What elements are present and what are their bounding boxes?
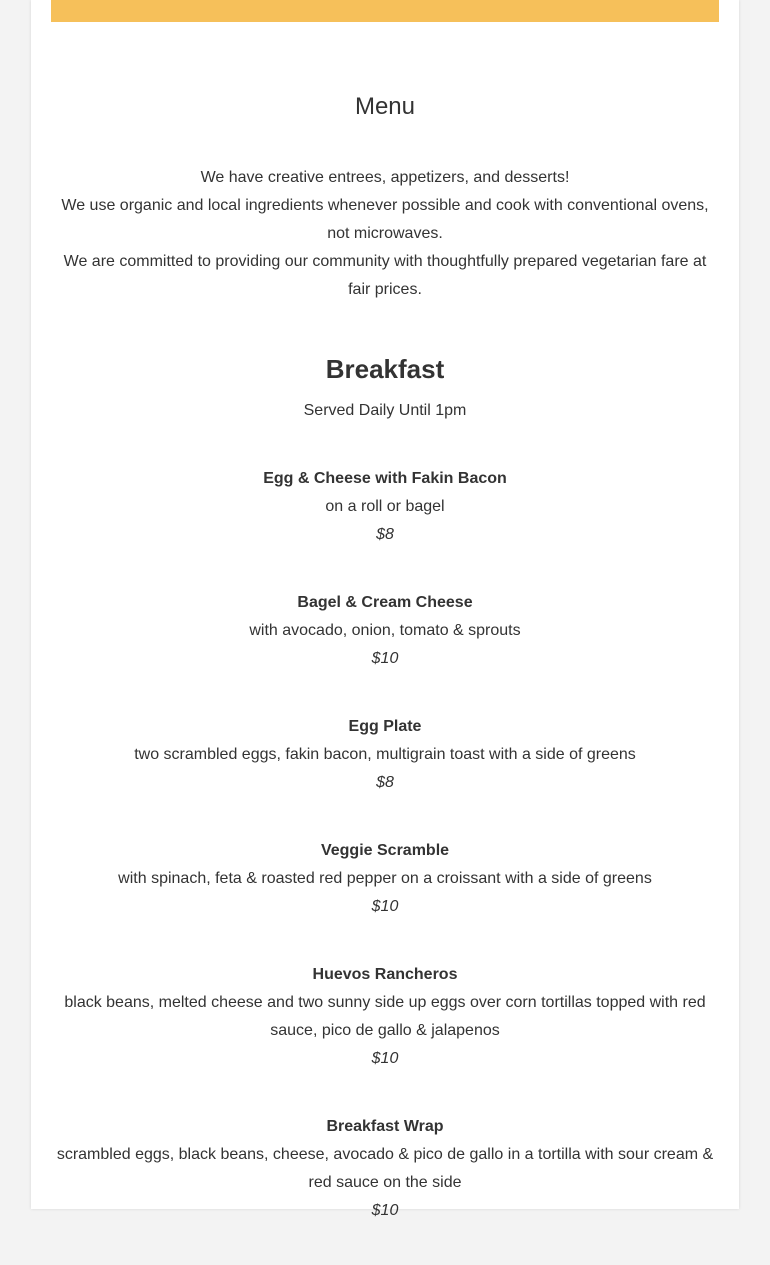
breakfast-items	[51, 465, 719, 1265]
menu-item-description: on a roll or bagel	[325, 498, 445, 515]
menu-item	[51, 465, 719, 549]
menu-item-price: $10	[371, 898, 399, 915]
menu-item-name: Egg Plate	[348, 718, 422, 735]
menu-item-description: scrambled eggs, black beans, cheese, avocado & pico de gallo in a tortilla with sour cream & red sauce on the side	[56, 1146, 714, 1191]
menu-item	[51, 1113, 719, 1225]
menu-item-name: Bagel & Cream Cheese	[297, 594, 473, 611]
menu-item-description: with spinach, feta & roasted red pepper on a croissant with a side of greens	[118, 870, 652, 887]
intro-line: We have creative entrees, appetizers, and desserts!	[200, 169, 570, 186]
menu-item-name: Veggie Scramble	[320, 842, 450, 859]
menu-item	[51, 589, 719, 673]
menu-item-name: Breakfast Wrap	[326, 1118, 444, 1135]
menu-item-price: $10	[371, 1050, 399, 1067]
menu-item-description: black beans, melted cheese and two sunny side up eggs over corn tortillas topped with red sauce, pico de gallo & jalapenos	[64, 994, 706, 1039]
menu-item-price: $8	[376, 526, 394, 543]
section-title-breakfast: Breakfast	[325, 354, 445, 384]
page-title: Menu	[354, 93, 416, 120]
menu-item-description: two scrambled eggs, fakin bacon, multigrain toast with a side of greens	[134, 746, 636, 763]
menu-item-name: Huevos Rancheros	[312, 966, 458, 983]
menu-item-name: Egg & Cheese with Fakin Bacon	[263, 470, 507, 487]
menu-item-price: $10	[371, 1202, 399, 1219]
menu-page	[31, 0, 739, 1219]
menu-item	[51, 961, 719, 1073]
menu-item-description: with avocado, onion, tomato & sprouts	[249, 622, 521, 639]
intro-text	[51, 164, 719, 304]
menu-item	[51, 713, 719, 797]
section-subtitle-breakfast: Served Daily Until 1pm	[303, 402, 467, 419]
header-banner	[51, 0, 719, 22]
intro-line: We are committed to providing our community with thoughtfully prepared vegetarian fare at fair prices.	[63, 253, 707, 298]
menu-item-price: $10	[371, 650, 399, 667]
intro-line: We use organic and local ingredients whenever possible and cook with conventional ovens, not microwaves.	[61, 197, 709, 242]
menu-item-price: $8	[376, 774, 394, 791]
menu-item	[51, 837, 719, 921]
